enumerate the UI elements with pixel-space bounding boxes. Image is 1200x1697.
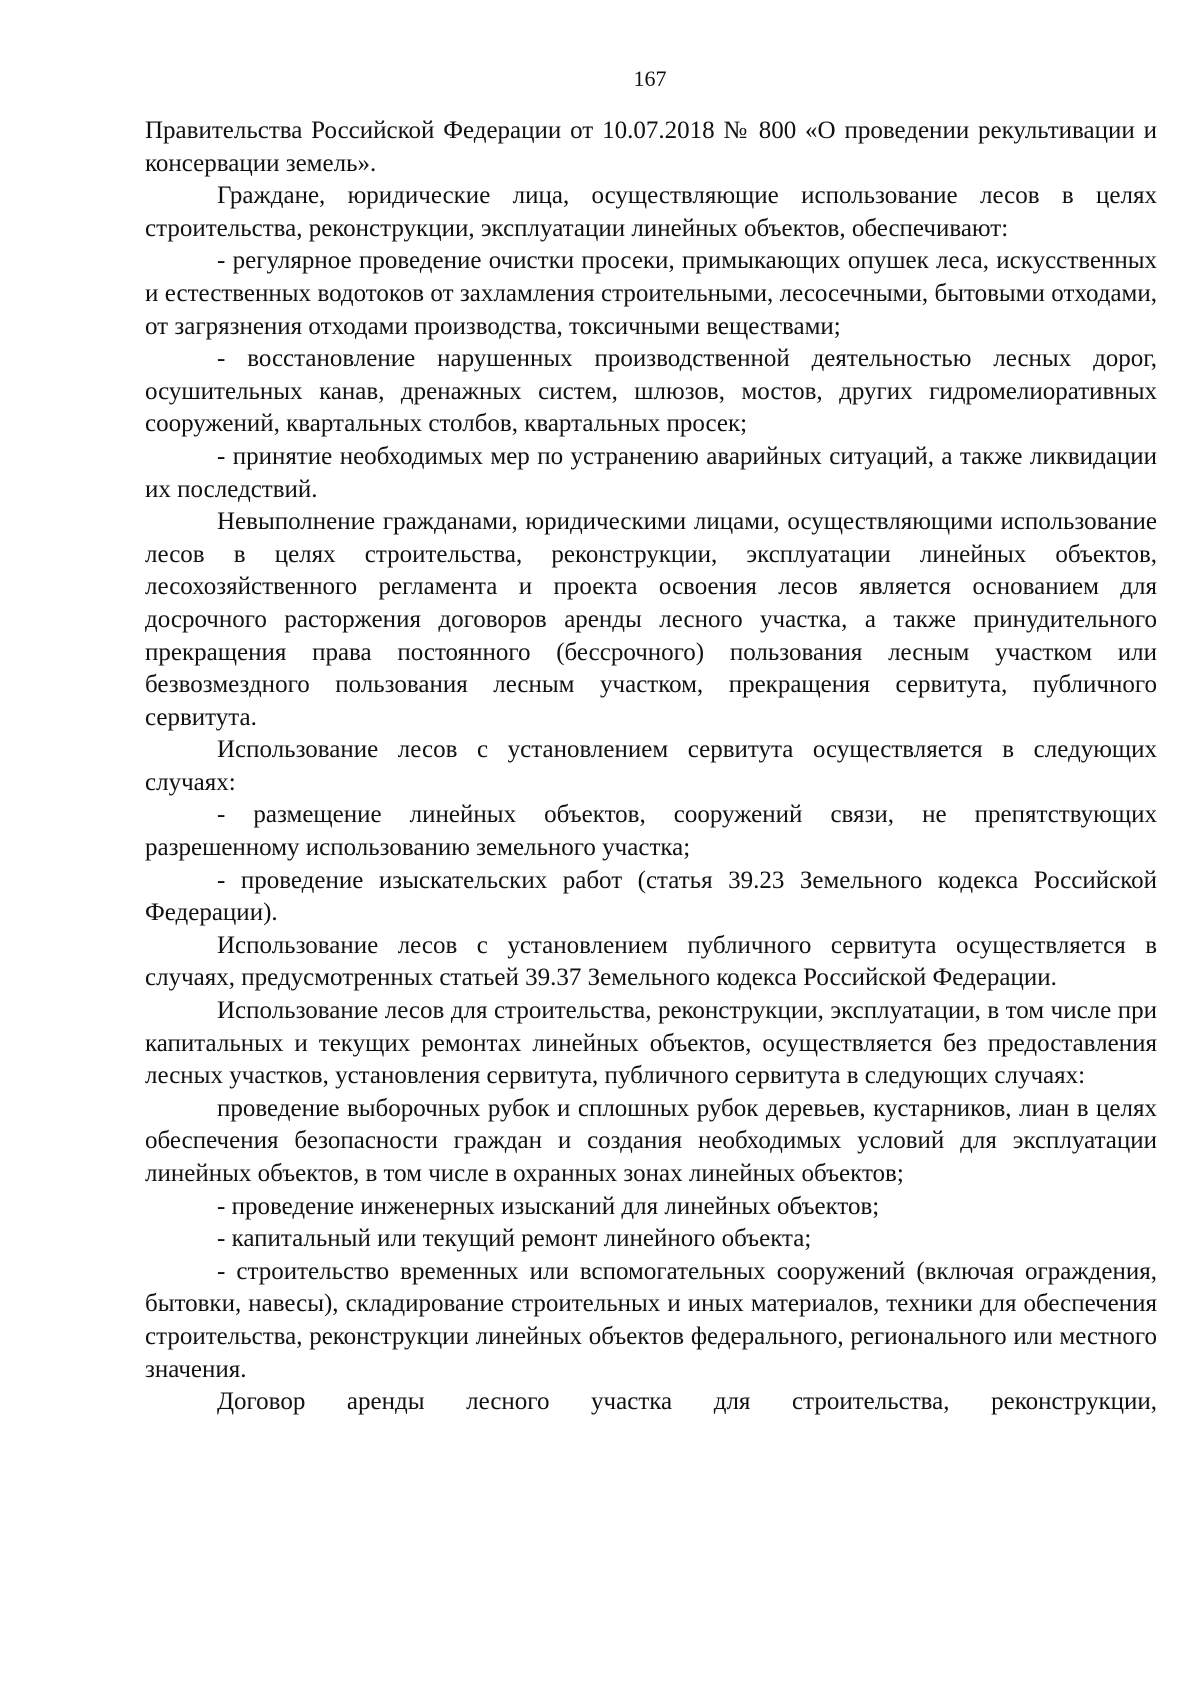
paragraph: - регулярное проведение очистки просеки, примыкающих опушек леса, искусственных и естественных водотоков от захламления строительными, лесосечными, бытовыми отходами, от загрязнения отходами производства, токсичными веществами; (145, 247, 1157, 340)
paragraph: проведение выборочных рубок и сплошных рубок деревьев, кустарников, лиан в целях обеспечения безопасности граждан и создания необходимых условий для эксплуатации линейных объектов, в том числе в охранных зонах линейных объектов; (145, 1094, 1157, 1187)
paragraph: - проведение изыскательских работ (статья 39.23 Земельного кодекса Российской Федерации). (145, 866, 1157, 927)
paragraph: Договор аренды лесного участка для строительства, реконструкции, (217, 1388, 1157, 1416)
paragraph: Невыполнение гражданами, юридическими лицами, осуществляющими использование лесов в целях строительства, реконструкции, эксплуатации линейных объектов, лесохозяйственного регламента и проекта освоения лесов является основанием для досрочного расторжения договоров аренды лесного участка, а также принудительного прекращения права постоянного (бессрочного) пользования лесным участком или безвозмездного пользования лесным участком, прекращения сервитута, публичного сервитута. (145, 508, 1157, 731)
paragraph: - принятие необходимых мер по устранению аварийных ситуаций, а также ликвидации их последствий. (145, 442, 1157, 503)
paragraph: - капитальный или текущий ремонт линейного объекта; (217, 1225, 812, 1253)
paragraph: - размещение линейных объектов, сооружений связи, не препятствующих разрешенному использованию земельного участка; (145, 801, 1157, 862)
paragraph: Использование лесов с установлением сервитута осуществляется в следующих случаях: (145, 736, 1157, 796)
paragraph: - строительство временных или вспомогательных сооружений (включая ограждения, бытовки, навесы), складирование строительных и иных материалов, техники для обеспечения строительства, реконструкции линейных объектов федерального, регионального или местного значения. (145, 1257, 1157, 1383)
paragraph: Использование лесов для строительства, реконструкции, эксплуатации, в том числе при капитальных и текущих ремонтах линейных объектов, осуществляется без предоставления лесных участков, установления сервитута, публичного сервитута в следующих случаях: (145, 997, 1157, 1090)
paragraph: Использование лесов с установлением публичного сервитута осуществляется в случаях, предусмотренных статьей 39.37 Земельного кодекса Российской Федерации. (145, 931, 1157, 992)
document-body (145, 115, 1157, 1419)
paragraph: Правительства Российской Федерации от 10.07.2018 № 800 «О проведении рекультивации и консервации земель». (145, 117, 1157, 177)
page-number: 167 (633, 66, 667, 91)
paragraph: Граждане, юридические лица, осуществляющие использование лесов в целях строительства, реконструкции, эксплуатации линейных объектов, обеспечивают: (145, 182, 1157, 242)
paragraph: - восстановление нарушенных производственной деятельностью лесных дорог, осушительных канав, дренажных систем, шлюзов, мостов, других гидромелиоративных сооружений, квартальных столбов, квартальных просек; (145, 345, 1157, 438)
paragraph: - проведение инженерных изысканий для линейных объектов; (217, 1192, 880, 1220)
